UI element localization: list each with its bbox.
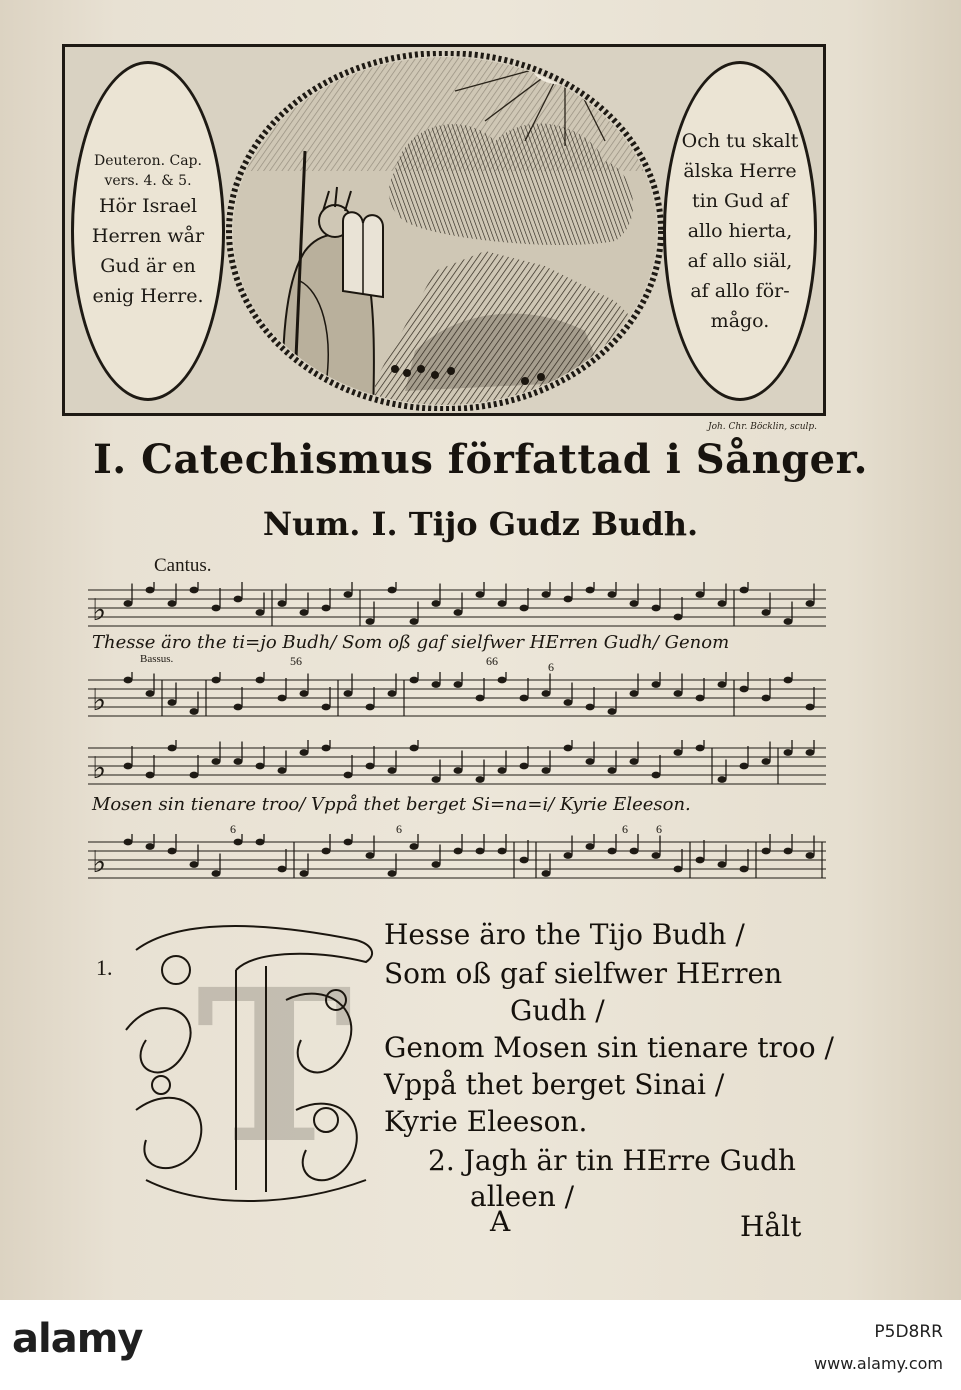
note-head xyxy=(718,681,727,688)
note-head xyxy=(344,839,353,846)
note-head xyxy=(432,861,441,868)
note-head xyxy=(212,677,221,684)
note-head xyxy=(278,767,287,774)
note-head xyxy=(718,861,727,868)
note-head xyxy=(410,618,419,625)
note-head xyxy=(608,591,617,598)
note-head xyxy=(608,848,617,855)
note-head xyxy=(806,852,815,859)
clef-glyph: ♭ xyxy=(92,593,107,628)
verse-line: Gudh / xyxy=(510,994,605,1027)
note-head xyxy=(256,763,265,770)
note-head xyxy=(784,677,793,684)
note-head xyxy=(762,758,771,765)
lyrics-line-2: Mosen sin tienare troo/ Vppå thet berget Si=na=i/ Kyrie Eleeson. xyxy=(92,794,691,815)
note-head xyxy=(498,677,507,684)
note-head xyxy=(322,848,331,855)
note-head xyxy=(608,767,617,774)
note-head xyxy=(300,609,309,616)
note-head xyxy=(564,745,573,752)
note-head xyxy=(234,704,243,711)
note-head xyxy=(190,587,199,594)
figured-bass-number: 56 xyxy=(290,654,302,668)
note-head xyxy=(652,772,661,779)
note-head xyxy=(630,600,639,607)
oval-text-line: Deuteron. Cap. xyxy=(94,153,202,169)
figured-bass-number: 6 xyxy=(548,660,554,674)
figured-bass-number: 6 xyxy=(396,822,402,836)
note-head xyxy=(476,848,485,855)
music-staff-bassus-2 xyxy=(88,834,826,894)
note-head xyxy=(762,695,771,702)
note-head xyxy=(630,848,639,855)
decorated-initial-T xyxy=(116,910,386,1210)
oval-text-line: Herren wår xyxy=(91,225,205,247)
verse-number: 1. xyxy=(96,955,113,980)
note-head xyxy=(762,848,771,855)
verse-line: alleen / xyxy=(470,1180,575,1213)
note-head xyxy=(542,870,551,877)
note-head xyxy=(498,600,507,607)
note-head xyxy=(608,708,617,715)
note-head xyxy=(806,749,815,756)
note-head xyxy=(718,776,727,783)
oval-text-line: allo hierta, xyxy=(687,220,793,242)
note-head xyxy=(410,677,419,684)
note-head xyxy=(740,686,749,693)
music-staff-bassus-1 xyxy=(88,672,826,732)
note-head xyxy=(652,605,661,612)
note-head xyxy=(212,605,221,612)
note-head xyxy=(806,600,815,607)
note-head xyxy=(564,699,573,706)
verse-line: Kyrie Eleeson. xyxy=(384,1105,588,1138)
note-head xyxy=(300,690,309,697)
note-head xyxy=(366,618,375,625)
note-head xyxy=(454,681,463,688)
note-head xyxy=(168,600,177,607)
note-head xyxy=(762,609,771,616)
left-scripture-oval xyxy=(71,61,225,401)
oval-text-line: tin Gud af xyxy=(692,190,788,212)
note-head xyxy=(366,763,375,770)
oval-text-line: af allo siäl, xyxy=(687,250,793,272)
note-head xyxy=(168,699,177,706)
note-head xyxy=(344,690,353,697)
note-head xyxy=(234,596,243,603)
note-head xyxy=(564,852,573,859)
note-head xyxy=(278,600,287,607)
oval-text-line: Och tu skalt xyxy=(681,130,799,152)
note-head xyxy=(366,704,375,711)
note-head xyxy=(520,605,529,612)
note-head xyxy=(696,591,705,598)
note-head xyxy=(322,745,331,752)
note-head xyxy=(432,776,441,783)
clef-glyph: ♭ xyxy=(92,751,107,786)
note-head xyxy=(784,848,793,855)
moses-engraving-picture xyxy=(225,51,665,411)
note-head xyxy=(322,704,331,711)
right-scripture-oval xyxy=(663,61,817,401)
verse-line: Genom Mosen sin tienare troo / xyxy=(384,1031,834,1064)
figured-bass-number: 6 xyxy=(230,822,236,836)
note-head xyxy=(674,749,683,756)
oval-text-line: mågo. xyxy=(710,310,770,332)
note-head xyxy=(212,870,221,877)
note-head xyxy=(784,749,793,756)
note-head xyxy=(740,587,749,594)
note-head xyxy=(234,758,243,765)
note-head xyxy=(190,772,199,779)
note-head xyxy=(146,772,155,779)
note-head xyxy=(190,861,199,868)
note-head xyxy=(146,587,155,594)
note-head xyxy=(696,745,705,752)
note-head xyxy=(476,591,485,598)
note-head xyxy=(212,758,221,765)
verse-line: Hesse äro the Tijo Budh / xyxy=(384,918,745,951)
note-head xyxy=(256,609,265,616)
note-head xyxy=(344,591,353,598)
note-head xyxy=(784,618,793,625)
note-head xyxy=(630,690,639,697)
note-head xyxy=(564,596,573,603)
note-head xyxy=(630,758,639,765)
note-head xyxy=(806,704,815,711)
note-head xyxy=(454,609,463,616)
note-head xyxy=(476,695,485,702)
note-head xyxy=(652,852,661,859)
note-head xyxy=(520,857,529,864)
note-head xyxy=(322,605,331,612)
note-head xyxy=(366,852,375,859)
note-head xyxy=(520,763,529,770)
note-head xyxy=(388,690,397,697)
note-head xyxy=(388,587,397,594)
note-head xyxy=(124,763,133,770)
note-head xyxy=(168,745,177,752)
note-head xyxy=(256,677,265,684)
note-head xyxy=(146,843,155,850)
note-head xyxy=(234,839,243,846)
note-head xyxy=(278,866,287,873)
note-head xyxy=(300,749,309,756)
oval-text-line: Hör Israel xyxy=(98,195,198,217)
bassus-label: Bassus. xyxy=(140,653,174,665)
note-head xyxy=(432,681,441,688)
note-head xyxy=(124,677,133,684)
note-head xyxy=(278,695,287,702)
note-head xyxy=(256,839,265,846)
note-head xyxy=(476,776,485,783)
note-head xyxy=(586,587,595,594)
engraver-signature: Joh. Chr. Böcklin, sculp. xyxy=(707,422,817,432)
note-head xyxy=(740,763,749,770)
note-head xyxy=(586,843,595,850)
note-head xyxy=(586,704,595,711)
signature-mark: A xyxy=(490,1205,511,1238)
note-head xyxy=(410,745,419,752)
note-head xyxy=(300,870,309,877)
note-head xyxy=(454,848,463,855)
oval-text-line: af allo för- xyxy=(690,280,790,302)
note-head xyxy=(190,708,199,715)
clef-glyph: ♭ xyxy=(92,845,107,880)
lyrics-line-1: Thesse äro the ti=jo Budh/ Som oß gaf sielfwer HErren Gudh/ Genom xyxy=(92,632,730,653)
oval-text-line: älska Herre xyxy=(683,160,797,182)
oval-text-line: enig Herre. xyxy=(92,285,204,307)
note-head xyxy=(432,600,441,607)
cantus-label: Cantus. xyxy=(154,555,212,576)
note-head xyxy=(586,758,595,765)
note-head xyxy=(718,600,727,607)
verse-line: 2. Jagh är tin HErre Gudh xyxy=(428,1144,796,1177)
hymn-title: Num. I. Tijo Gudz Budh. xyxy=(262,505,699,543)
note-head xyxy=(124,839,133,846)
note-head xyxy=(168,848,177,855)
note-head xyxy=(542,591,551,598)
note-head xyxy=(674,866,683,873)
note-head xyxy=(542,690,551,697)
note-head xyxy=(674,690,683,697)
catchword: Hålt xyxy=(740,1210,802,1243)
note-head xyxy=(652,681,661,688)
page-title: I. Catechismus författad i Sånger. xyxy=(93,436,868,483)
note-head xyxy=(388,870,397,877)
note-head xyxy=(542,767,551,774)
svg-text:T: T xyxy=(196,943,353,1190)
alamy-logo: alamy xyxy=(12,1316,143,1362)
note-head xyxy=(740,866,749,873)
verse-line: Som oß gaf sielfwer HErren xyxy=(384,957,783,990)
note-head xyxy=(520,695,529,702)
note-head xyxy=(696,695,705,702)
engraving-frame xyxy=(62,44,826,416)
note-head xyxy=(674,614,683,621)
note-head xyxy=(146,690,155,697)
music-staff-cantus-2 xyxy=(88,740,826,800)
clef-glyph: ♭ xyxy=(92,683,107,718)
note-head xyxy=(498,767,507,774)
figured-bass-number: 6 xyxy=(622,822,628,836)
note-head xyxy=(454,767,463,774)
verse-line: Vppå thet berget Sinai / xyxy=(384,1068,725,1101)
watermark-url: www.alamy.com xyxy=(814,1354,943,1373)
note-head xyxy=(124,600,133,607)
oval-text-line: Gud är en xyxy=(100,255,196,277)
note-head xyxy=(696,857,705,864)
note-head xyxy=(498,848,507,855)
figured-bass-number: 6 xyxy=(656,822,662,836)
oval-text-line: vers. 4. & 5. xyxy=(104,173,192,189)
image-id: P5D8RR xyxy=(874,1322,943,1342)
note-head xyxy=(388,767,397,774)
note-head xyxy=(410,843,419,850)
note-head xyxy=(344,772,353,779)
figured-bass-number: 66 xyxy=(486,654,498,668)
